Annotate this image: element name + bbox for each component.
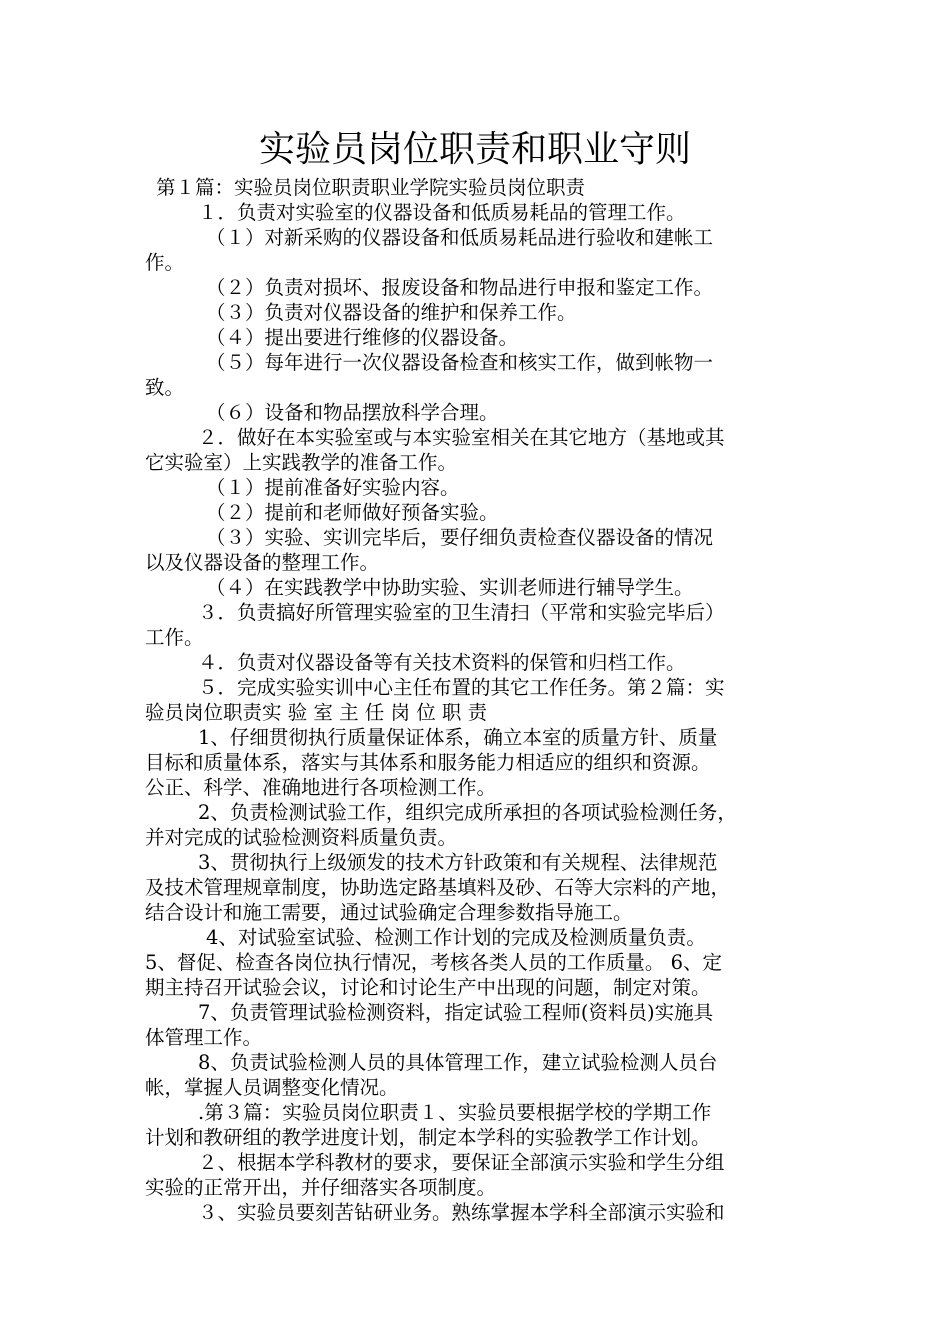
text-line: 结合设计和施工需要，通过试验确定合理参数指导施工。 <box>145 901 633 924</box>
text-line: （６）设备和物品摆放科学合理。 <box>206 401 499 424</box>
document-title: 实验员岗位职责和职业守则 <box>258 129 691 170</box>
text-line: （２）负责对损坏、报废设备和物品进行申报和鉴定工作。 <box>206 276 714 299</box>
text-line: 计划和教研组的教学进度计划，制定本学科的实验教学工作计划。 <box>145 1126 711 1149</box>
text-line: 以及仪器设备的整理工作。 <box>145 551 380 574</box>
text-line: ２、根据本学科教材的要求，要保证全部演示实验和学生分组 <box>198 1151 725 1174</box>
text-line: 致。 <box>145 376 185 399</box>
text-line: 公正、科学、准确地进行各项检测工作。 <box>145 776 497 799</box>
text-line: 它实验室）上实践教学的准备工作。 <box>145 451 458 474</box>
text-line: 2、负责检测试验工作，组织完成所承担的各项试验检测任务， <box>198 801 737 824</box>
text-line: 7、负责管理试验检测资料，指定试验工程师(资料员)实施具 <box>198 1001 714 1024</box>
text-line: 1、仔细贯彻执行质量保证体系，确立本室的质量方针、质量 <box>198 726 718 749</box>
text-line: ３．负责搞好所管理实验室的卫生清扫（平常和实验完毕后） <box>198 601 725 624</box>
text-line: 5、督促、检查各岗位执行情况，考核各类人员的工作质量。 6、定 <box>145 951 723 974</box>
text-line: 及技术管理规章制度，协助选定路基填料及砂、石等大宗料的产地， <box>145 876 731 899</box>
text-line: 第１篇：实验员岗位职责职业学院实验员岗位职责 <box>156 176 586 199</box>
text-line: 验员岗位职责实 验 室 主 任 岗 位 职 责 <box>145 701 488 724</box>
text-line: 作。 <box>145 251 185 274</box>
text-line: 并对完成的试验检测资料质量负责。 <box>145 826 458 849</box>
text-line: 4、对试验室试验、检测工作计划的完成及检测质量负责。 <box>206 926 706 949</box>
text-line: .第３篇：实验员岗位职责１、实验员要根据学校的学期工作 <box>198 1101 712 1124</box>
text-line: （１）对新采购的仪器设备和低质易耗品进行验收和建帐工 <box>206 226 714 249</box>
text-line: 3、贯彻执行上级颁发的技术方针政策和有关规程、法律规范 <box>198 851 718 874</box>
text-line: 8、负责试验检测人员的具体管理工作，建立试验检测人员台 <box>198 1051 718 1074</box>
text-line: 实验的正常开出，并仔细落实各项制度。 <box>145 1176 497 1199</box>
text-line: ５．完成实验实训中心主任布置的其它工作任务。第２篇：实 <box>198 676 725 699</box>
text-line: （２）提前和老师做好预备实验。 <box>206 501 499 524</box>
text-line: （５）每年进行一次仪器设备检查和核实工作，做到帐物一 <box>206 351 714 374</box>
text-line: （３）实验、实训完毕后，要仔细负责检查仪器设备的情况 <box>206 526 714 549</box>
text-line: （３）负责对仪器设备的维护和保养工作。 <box>206 301 577 324</box>
text-line: ４．负责对仪器设备等有关技术资料的保管和归档工作。 <box>198 651 686 674</box>
text-line: 目标和质量体系，落实与其体系和服务能力相适应的组织和资源。 <box>145 751 711 774</box>
text-line: （１）提前准备好实验内容。 <box>206 476 460 499</box>
text-line: （４）在实践教学中协助实验、实训老师进行辅导学生。 <box>206 576 694 599</box>
text-line: 帐，掌握人员调整变化情况。 <box>145 1076 399 1099</box>
text-line: 工作。 <box>145 626 204 649</box>
text-line: 体管理工作。 <box>145 1026 263 1049</box>
text-line: １．负责对实验室的仪器设备和低质易耗品的管理工作。 <box>198 201 686 224</box>
text-line: ３、实验员要刻苦钻研业务。熟练掌握本学科全部演示实验和 <box>198 1201 725 1224</box>
text-line: （４）提出要进行维修的仪器设备。 <box>206 326 519 349</box>
text-line: ２．做好在本实验室或与本实验室相关在其它地方（基地或其 <box>198 426 725 449</box>
text-line: 期主持召开试验会议，讨论和讨论生产中出现的问题，制定对策。 <box>145 976 711 999</box>
